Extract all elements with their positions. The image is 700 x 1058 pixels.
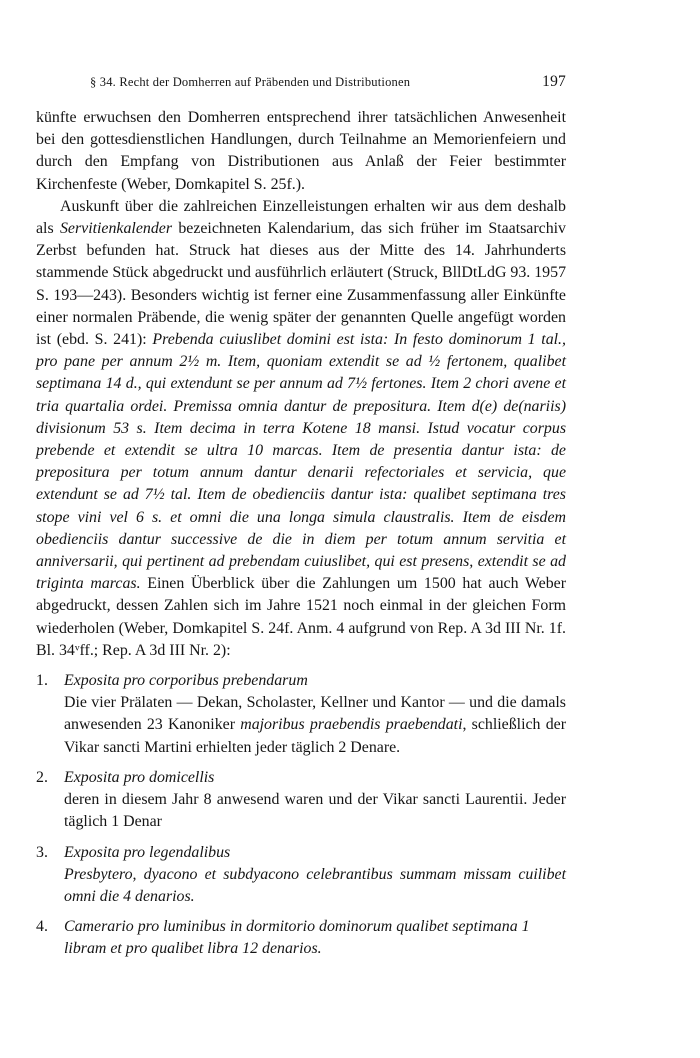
list-item — [36, 916, 566, 960]
paragraph-1: künfte erwuchsen den Domherren entsprechend ihrer tatsächlichen Anwesenheit bei den gottesdienstlichen Handlungen, durch Teilnahme an Memorienfeiern und durch den Empfang von Distributionen aus Anlaß der Feier bestimmter Kirchenfeste (Weber, Domkapitel S. 25f.). — [36, 109, 566, 193]
list-item-number: 4. — [36, 918, 48, 936]
list-item-text: Die vier Prälaten — Dekan, Scholaster, Kellner und Kantor — und die damals anwesenden 23 Kanoniker — [64, 694, 566, 734]
list-item — [36, 842, 566, 909]
list-item-latin-term: majoribus praebendis praebendati — [240, 716, 463, 734]
list-item-heading: Camerario pro luminibus in dormitorio dominorum qualibet septimana 1 libram et pro qualibet libra 12 denarios. — [64, 918, 530, 958]
list-item-number: 1. — [36, 672, 48, 690]
paragraph-2-text-b: bezeichneten Kalendarium, das sich früher im Staatsarchiv Zerbst befunden hat. Struck hat dieses aus der Mitte des 14. Jahrhunderts stammende Stück abgedruckt und ausführlich erläutert (Struck, BllDtLdG 93. 1957 S. 193—243). Besonders wichtig ist ferner eine Zusammenfassung aller Einkünfte einer normalen Präbende, die wenig später der genannten Quelle angefügt worden ist (ebd. S. 241): — [36, 220, 567, 349]
list-item-heading: Exposita pro corporibus prebendarum — [64, 672, 308, 690]
list-item — [36, 767, 566, 834]
list-item-number: 3. — [36, 843, 48, 861]
list-item-heading: Exposita pro domicellis — [64, 768, 215, 786]
list-item-description: deren in diesem Jahr 8 anwesend waren und der Vikar sancti Laurentii. Jeder täglich 1 Denar — [64, 791, 566, 831]
list-item — [36, 670, 566, 759]
list-item-number: 2. — [36, 768, 48, 786]
latin-prebenda-quotation: Prebenda cuiuslibet domini est ista: In festo dominorum 1 tal., pro pane per annum 2½ m. Item, quoniam extendit se ad ½ fertonem, qualibet septimana 14 d., qui extendunt se per annum ad 7½ fertones. Item 2 chori avene et tria quartalia ordei. Premissa omnia dantur de prepositura. Item d(e) de(nariis) divisionum 53 s. Item decima in terra Kotene 18 mansi. Istud vocatur corpus prebende et extendit se ultra 10 marcas. Item de presentia dantur ista: de prepositura per totum annum dantur denarii refectoriales et servicia, que extendunt se ad 7½ tal. Item de obedienciis dantur ista: qualibet septimana tres stope vini vel 6 s. et omni die una longa simula claustralis. Item de eisdem obedienciis dantur successive de die in diem per totum annum servitia et anniversarii, qui pertinent ad prebendam cuiuslibet, qui est presens, extendit se ad triginta marcas. — [36, 331, 567, 593]
paragraph-2-text-c: Einen Überblick über die Zahlungen um 1500 hat auch Weber abgedruckt, dessen Zahlen sich im Jahre 1521 noch einmal in der gleichen Form wiederholen (Weber, Domkapitel S. 24f. Anm. 4 aufgrund von Rep. A 3d III Nr. 1f. Bl. 34ᵛff.; Rep. A 3d III Nr. 2): — [36, 575, 566, 659]
servitienkalender-term: Servitienkalender — [59, 220, 173, 238]
paragraph-2 — [36, 196, 566, 662]
running-title: § 34. Recht der Domherren auf Präbenden und Distributionen — [90, 75, 411, 89]
list-item-heading: Exposita pro legendalibus — [64, 843, 231, 861]
list-item-description: Presbytero, dyacono et subdyacono celebrantibus summam missam cuilibet omni die 4 denarios. — [64, 865, 566, 905]
page-number: 197 — [542, 73, 566, 90]
list-item-text: , schließlich der Vikar sancti Martini erhielten jeder täglich 2 Denare. — [64, 716, 566, 756]
page-body — [36, 107, 566, 961]
paragraph-2-text-a: Auskunft über die zahlreichen Einzelleistungen erhalten wir aus dem deshalb als — [36, 197, 566, 238]
expenditure-list — [36, 670, 566, 960]
running-header — [36, 73, 566, 93]
list-item-description — [36, 692, 566, 759]
